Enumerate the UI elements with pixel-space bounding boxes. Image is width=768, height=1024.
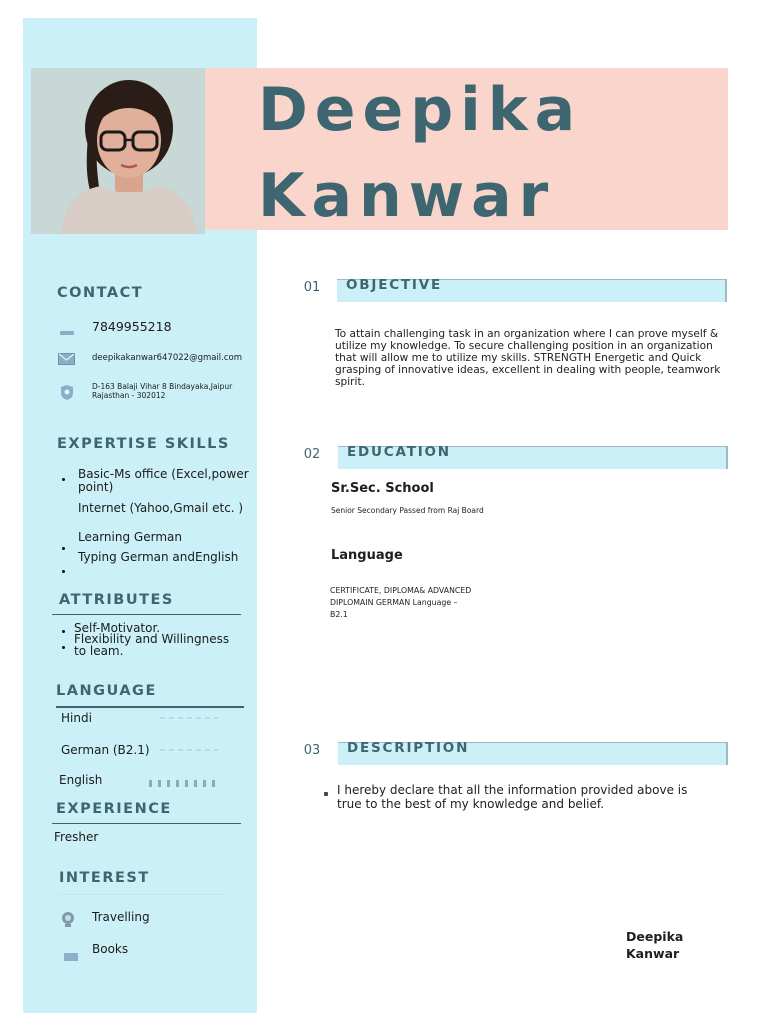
attributes-heading: ATTRIBUTES [59,592,174,608]
language-heading: LANGUAGE [56,683,157,699]
experience-value: Fresher [54,830,99,844]
bullet-icon [62,478,65,481]
language-cert-heading: Language [331,548,403,563]
globe-icon [60,910,76,932]
location-icon [60,384,74,405]
language-cert-detail-line2: DIPLOMAIN GERMAN Language – [330,598,458,607]
bullet-icon [324,792,328,796]
contact-email: deepikakanwar647022@gmail.com [92,353,243,363]
section-number: 03 [303,743,321,758]
education-title: EDUCATION [347,444,451,460]
language-level-bar [160,749,218,751]
attributes-divider [52,614,241,615]
language-level-bar [149,780,219,787]
section-number: 02 [303,447,321,462]
bullet-icon [62,570,65,573]
expertise-heading: EXPERTISE SKILLS [57,436,230,452]
language-cert-detail-line3: B2.1 [330,610,348,619]
bullet-icon [62,630,65,633]
objective-text: To attain challenging task in an organization where I can prove myself & utilize my knowledge. To secure challenging position in an organization that will allow me to utilize my skills. STRENGTH Energetic and Quick grasping of innovative ideas, excellent in dealing with people, teamwork spirit. [335,328,721,388]
language-item: English [59,773,103,787]
first-name: Deepika [258,75,583,145]
book-icon [64,947,78,966]
section-number: 01 [303,280,321,295]
expertise-item: Learning German [78,530,182,544]
objective-title: OBJECTIVE [346,277,443,293]
contact-address-line2: Rajasthan - 302012 [92,391,166,400]
expertise-item: Typing German andEnglish [78,550,239,564]
phone-icon [60,322,74,341]
language-divider [56,706,244,708]
email-icon [58,350,75,369]
expertise-item: Internet (Yahoo,Gmail etc. ) [78,501,244,515]
school-heading: Sr.Sec. School [331,481,434,496]
language-item: German (B2.1) [61,743,150,757]
school-detail: Senior Secondary Passed from Raj Board [331,506,484,515]
last-name: Kanwar [258,161,556,231]
contact-phone: 7849955218 [92,319,172,334]
signature-first-name: Deepika [626,929,684,944]
bullet-icon [62,646,65,649]
contact-address-line1: D-163 Balaji Vihar 8 Bindayaka,Jaipur [92,382,233,391]
language-level-bar [160,717,218,719]
language-cert-detail-line1: CERTIFICATE, DIPLOMA& ADVANCED [330,586,472,595]
description-title: DESCRIPTION [347,740,470,756]
experience-heading: EXPERIENCE [56,801,172,817]
expertise-item: Basic-Ms office (Excel,power point) [78,467,249,494]
attributes-item: Self-Motivator. [74,621,161,635]
signature-last-name: Kanwar [626,946,680,961]
profile-photo [31,68,205,234]
bullet-icon [62,547,65,550]
contact-heading: CONTACT [57,285,144,301]
attributes-item: Flexibility and Willingness to leam. [74,632,230,658]
language-item: Hindi [61,711,92,725]
interest-item: Books [92,942,129,956]
interest-item: Travelling [92,910,150,924]
description-text: I hereby declare that all the information provided above is true to the best of my knowledge and belief. [337,783,688,811]
interest-heading: INTEREST [59,870,150,886]
interest-divider [59,894,224,895]
experience-divider [52,823,241,824]
